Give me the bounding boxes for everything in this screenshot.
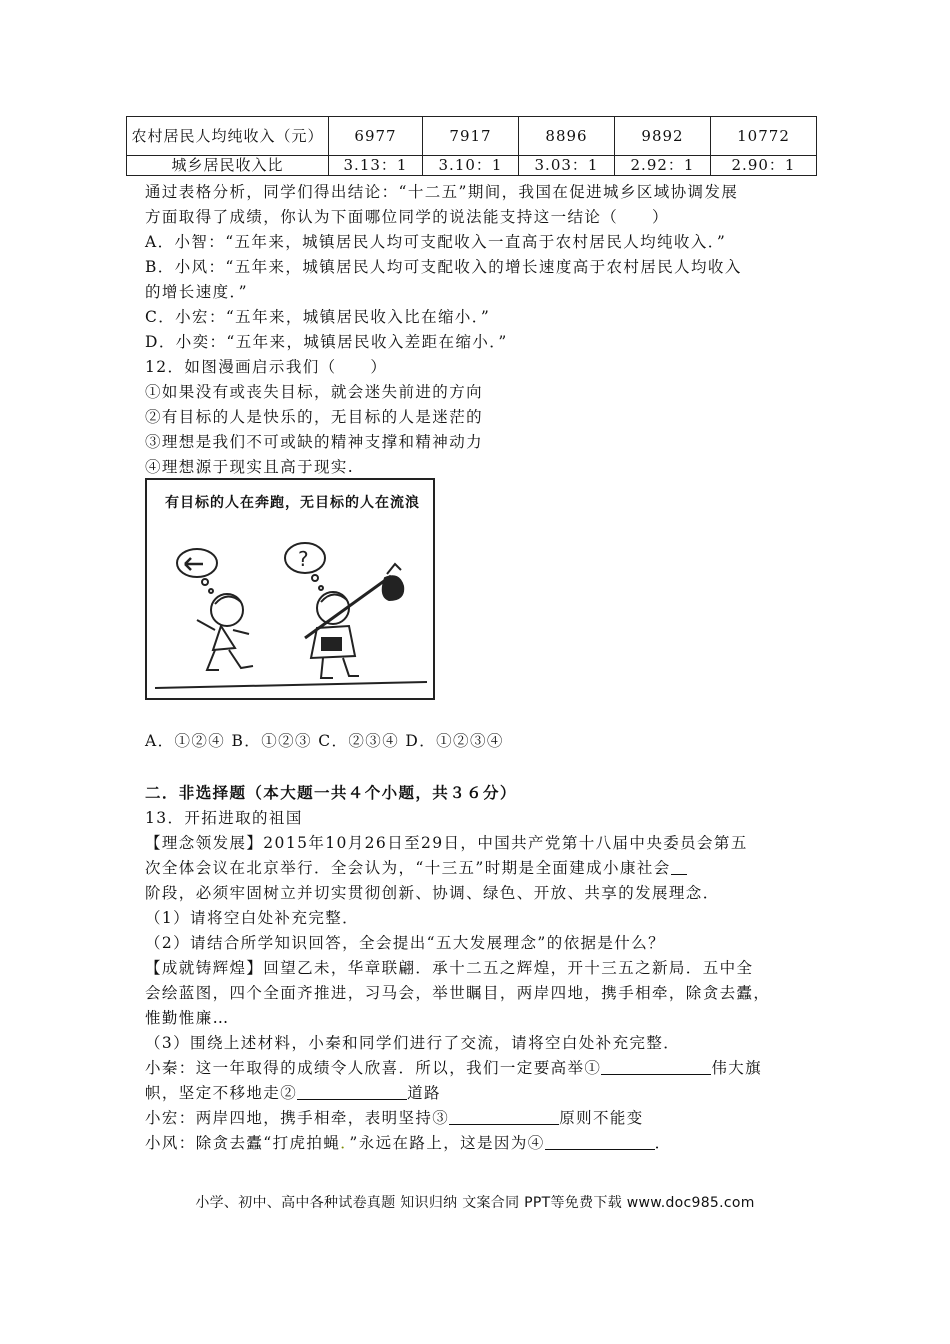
q11-stem: 通过表格分析，同学们得出结论：“十二五”期间，我国在促进城乡区域协调发展 xyxy=(145,183,739,201)
q11-option-c: C．小宏：“五年来，城镇居民收入比在缩小．” xyxy=(145,308,491,326)
svg-text:?: ? xyxy=(298,547,309,571)
q13-para: 【成就铸辉煌】回望乙未，华章联翩．承十二五之辉煌，开十三五之新局．五中全 xyxy=(145,959,754,977)
dialog-line: 帜，坚定不移地走② 道路 xyxy=(145,1084,441,1102)
q11-option-d: D．小奕：“五年来，城镇居民收入差距在缩小．” xyxy=(145,333,508,351)
dialog-line: 小风：除贪去蠹“打虎拍蝇．”永远在路上，这是因为④ ． xyxy=(145,1134,672,1152)
table-cell: 3.03：1 xyxy=(519,156,615,176)
q13-title: 13．开拓进取的祖国 xyxy=(145,809,303,827)
answer-blank[interactable] xyxy=(545,1133,655,1150)
table-cell: 2.92：1 xyxy=(615,156,711,176)
q13-sub1: （1）请将空白处补充完整． xyxy=(145,909,360,927)
dialog-line: 小宏：两岸四地，携手相牵，表明坚持③ 原则不能变 xyxy=(145,1109,644,1127)
row-label: 城乡居民收入比 xyxy=(127,156,329,176)
comic-caption: 有目标的人在奔跑，无目标的人在流浪 xyxy=(165,495,420,511)
q13-para: 【理念领发展】2015年10月26日至29日，中国共产党第十八届中央委员会第五 xyxy=(145,834,748,852)
q13-para: 次全体会议在北京举行．全会认为，“十三五”时期是全面建成小康社会 xyxy=(145,856,687,878)
table-cell: 3.10：1 xyxy=(423,156,519,176)
dialog-line: 小秦：这一年取得的成绩令人欣喜．所以，我们一定要高举① 伟大旗 xyxy=(145,1059,763,1077)
table-cell: 6977 xyxy=(329,117,423,156)
table-cell: 8896 xyxy=(519,117,615,156)
answer-blank[interactable] xyxy=(671,858,687,875)
q13-para: 阶段，必须牢固树立并切实贯彻创新、协调、绿色、开放、共享的发展理念． xyxy=(145,884,720,902)
q11-stem: 方面取得了成绩，你认为下面哪位同学的说法能支持这一结论（ ） xyxy=(145,208,669,226)
table-cell: 9892 xyxy=(615,117,711,156)
income-table xyxy=(126,116,817,176)
table-cell: 10772 xyxy=(711,117,817,156)
comic-illustration xyxy=(145,478,435,700)
q12-answer-options: A．①②④ B．①②③ C．②③④ D．①②③④ xyxy=(145,732,504,750)
table-row xyxy=(127,156,817,176)
q12-statement: ③理想是我们不可或缺的精神支撑和精神动力 xyxy=(145,433,484,451)
answer-blank[interactable] xyxy=(297,1083,407,1100)
table-row xyxy=(127,117,817,156)
section-heading: 二．非选择题（本大题一共４个小题，共３６分） xyxy=(145,783,517,802)
answer-blank[interactable] xyxy=(601,1058,711,1075)
q12-statement: ④理想源于现实且高于现实. xyxy=(145,458,355,476)
table-cell: 2.90：1 xyxy=(711,156,817,176)
q11-option-b-cont: 的增长速度．” xyxy=(145,283,248,301)
q12-statement: ②有目标的人是快乐的，无目标的人是迷茫的 xyxy=(145,408,484,426)
table-cell: 3.13：1 xyxy=(329,156,423,176)
q12-statement: ①如果没有或丧失目标，就会迷失前进的方向 xyxy=(145,383,484,401)
q12-stem: 12．如图漫画启示我们（ ） xyxy=(145,358,388,376)
q11-option-a: A．小智：“五年来，城镇居民人均可支配收入一直高于农村居民人均纯收入．” xyxy=(145,233,727,251)
q13-para: 会绘蓝图，四个全面齐推进，习马会，举世瞩目，两岸四地，携手相牵，除贪去蠹， xyxy=(145,984,771,1002)
q13-para: 惟勤惟廉… xyxy=(145,1009,230,1027)
q13-sub2: （2）请结合所学知识回答，全会提出“五大发展理念”的依据是什么？ xyxy=(145,934,666,952)
page-footer: 小学、初中、高中各种试卷真题 知识归纳 文案合同 PPT等免费下载 www.doc985.com xyxy=(195,1195,755,1211)
q11-option-b: B．小风：“五年来，城镇居民人均可支配收入的增长速度高于农村居民人均收入 xyxy=(145,258,742,276)
q13-sub3: （3）围绕上述材料，小秦和同学们进行了交流，请将空白处补充完整． xyxy=(145,1034,681,1052)
row-label: 农村居民人均纯收入（元） xyxy=(127,117,329,156)
answer-blank[interactable] xyxy=(449,1108,559,1125)
table-cell: 7917 xyxy=(423,117,519,156)
